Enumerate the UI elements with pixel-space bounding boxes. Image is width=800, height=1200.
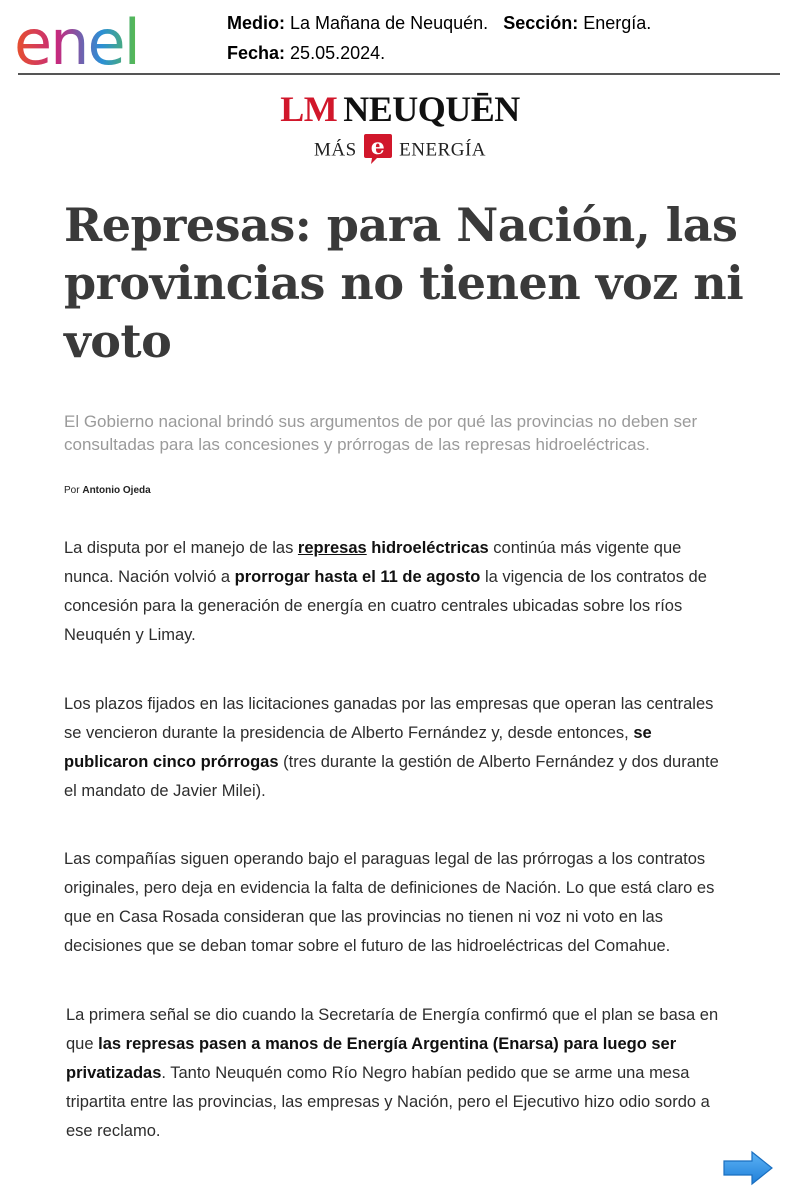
section-masthead [0,134,800,168]
p2-text-b: se publicaron cinco prórrogas [64,724,652,771]
meta-row-medio [227,8,651,38]
medio-label: Medio: [227,13,285,33]
article-byline [64,485,151,496]
masthead-lm: LM [280,89,338,129]
masthead-name: NEUQUĒN [343,89,520,129]
clipping-header [0,0,800,76]
header-divider [18,73,780,75]
article-summary: El Gobierno nacional brindó sus argumentos de por qué las provincias no deben ser consultadas para las concesiones y prórrogas de las represas hidroeléctricas. [64,412,698,454]
p1-text-d: prorrogar hasta el 11 de agosto [234,568,481,586]
p4-text-c: . Tanto Neuquén como Río Negro habían pedido que se arme una mesa tripartita entre las provincias, las empresas y Nación, pero el Ejecutivo hizo odio sordo a ese reclamo. [66,1064,710,1140]
section-masthead-left: MÁS [313,139,357,161]
fecha-value: 25.05.2024. [290,43,386,63]
p2-text-a: Los plazos fijados en las licitaciones ganadas por las empresas que operan las centrales se vencieron durante la presidencia de Alberto Fernández y, desde entonces, [64,695,714,742]
arrow-right-icon[interactable] [722,1150,774,1186]
e-speech-badge-icon [363,132,393,166]
p2-text-c: (tres durante la gestión de Alberto Fernández y dos durante el mandato de Javier Milei). [64,753,719,800]
article-paragraph-4 [66,1001,726,1146]
article-headline: Represas: para Nación, las provincias no tienen voz ni voto [64,198,744,368]
seccion-label: Sección: [503,13,579,33]
enel-logo-text: enel [14,8,139,72]
p1-text-a: La disputa por el manejo de las [64,539,298,557]
p1-text-c: continúa más vigente que nunca. Nación volvió a [64,539,682,586]
article-paragraph-3: Las compañías siguen operando bajo el paraguas legal de las prórrogas a los contratos originales, pero deja en evidencia la falta de definiciones de Nación. Lo que está claro es que en Casa Rosada consideran que las provincias no tienen ni voz ni voto en las decisiones que se deban tomar sobre el futuro de las hidroeléctricas del Comahue. [64,850,715,955]
e-badge-letter: e [370,134,386,160]
p1-text-e: la vigencia de los contratos de concesión para la generación de energía en cuatro centrales ubicadas sobre los ríos Neuquén y Limay. [64,568,707,644]
medio-value: La Mañana de Neuquén. [290,13,489,33]
represas-link[interactable]: represas [297,539,367,557]
seccion-value: Energía. [583,13,652,33]
p4-text-b: las represas pasen a manos de Energía Argentina (Enarsa) para luego ser privatizadas [66,1035,677,1082]
byline-author[interactable]: Antonio Ojeda [82,485,151,496]
enel-logo [14,8,184,72]
meta-row-fecha [227,38,651,68]
article-paragraph-1 [64,534,724,650]
p4-text-a: La primera señal se dio cuando la Secretaría de Energía confirmó que el plan se basa en que [66,1006,719,1053]
section-masthead-right: ENERGÍA [399,139,487,161]
p1-text-b: hidroeléctricas [366,539,489,557]
newspaper-masthead [0,88,800,130]
article-paragraph-2 [64,690,724,806]
masthead-logo [280,89,520,129]
byline-prefix: Por [64,485,80,496]
fecha-label: Fecha: [227,43,286,63]
clipping-meta [227,8,651,68]
